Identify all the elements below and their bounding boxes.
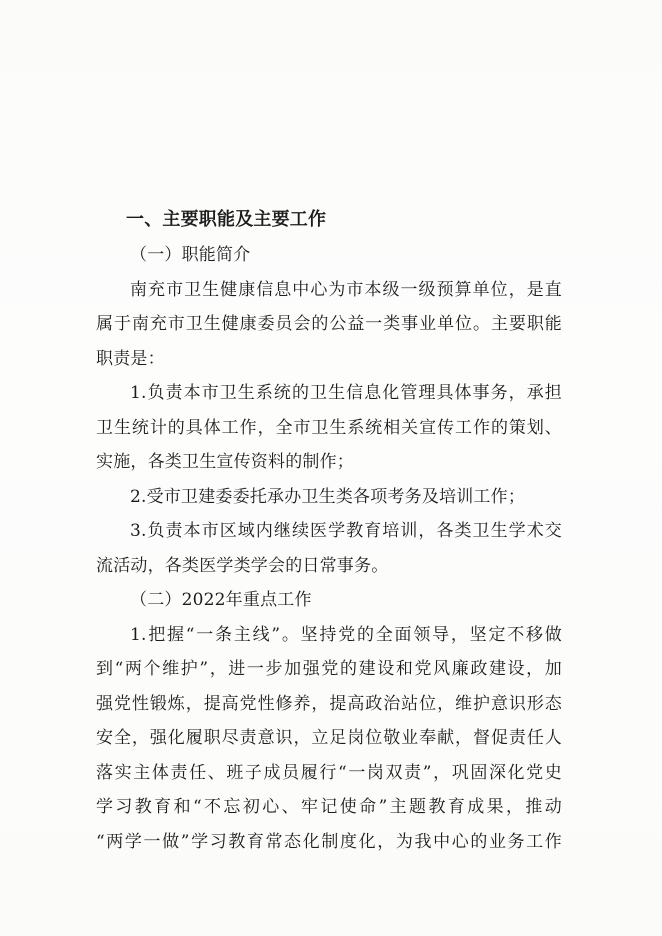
- paragraph-line: 职责是：: [96, 348, 165, 369]
- paragraph-line: 1.负责本市卫生系统的卫生信息化管理具体事务，承担: [130, 383, 562, 403]
- paragraph-line: “两学一做”学习教育常态化制度化，为我中心的业务工作: [96, 831, 562, 852]
- duty-3-paragraph: [96, 514, 562, 583]
- paragraph-line: 到“两个维护”，进一步加强党的建设和党风廉政建设，加: [96, 659, 562, 679]
- paragraph-line: 流活动，各类医学类学会的日常事务。: [96, 555, 389, 576]
- subsection-2-title: （二）2022年重点工作: [130, 590, 312, 610]
- paragraph-line: 落实主体责任、班子成员履行“一岗双责”，巩固深化党史: [96, 762, 562, 783]
- paragraph-line: 属于南充市卫生健康委员会的公益一类事业单位。主要职能: [96, 314, 562, 334]
- paragraph-line: 卫生统计的具体工作，全市卫生系统相关宣传工作的策划、: [96, 417, 562, 438]
- paragraph-line: 南充市卫生健康信息中心为市本级一级预算单位，是直: [130, 279, 562, 300]
- document-body: [96, 202, 562, 859]
- paragraph-line: 1.把握“一条主线”。坚持党的全面领导，坚定不移做: [130, 624, 562, 645]
- paragraph-line: 学习教育和“不忘初心、牢记使命”主题教育成果，推动: [96, 797, 562, 817]
- work-1-paragraph: [96, 618, 562, 860]
- subsection-1-title: （一）职能简介: [130, 245, 251, 265]
- paragraph-line: 2.受市卫建委委托承办卫生类各项考务及培训工作；: [130, 486, 526, 507]
- intro-paragraph: [96, 273, 562, 377]
- paragraph-line: 3.负责本市区域内继续医学教育培训，各类卫生学术交: [130, 521, 562, 541]
- section-heading: 一、主要职能及主要工作: [126, 209, 327, 230]
- paragraph-line: 安全，强化履职尽责意识，立足岗位敬业奉献，督促责任人: [96, 728, 562, 748]
- duty-2-paragraph: [96, 480, 562, 515]
- paragraph-line: 强党性锻炼，提高党性修养，提高政治站位，维护意识形态: [96, 693, 562, 714]
- duty-1-paragraph: [96, 376, 562, 480]
- paragraph-line: 实施，各类卫生宣传资料的制作；: [96, 452, 354, 472]
